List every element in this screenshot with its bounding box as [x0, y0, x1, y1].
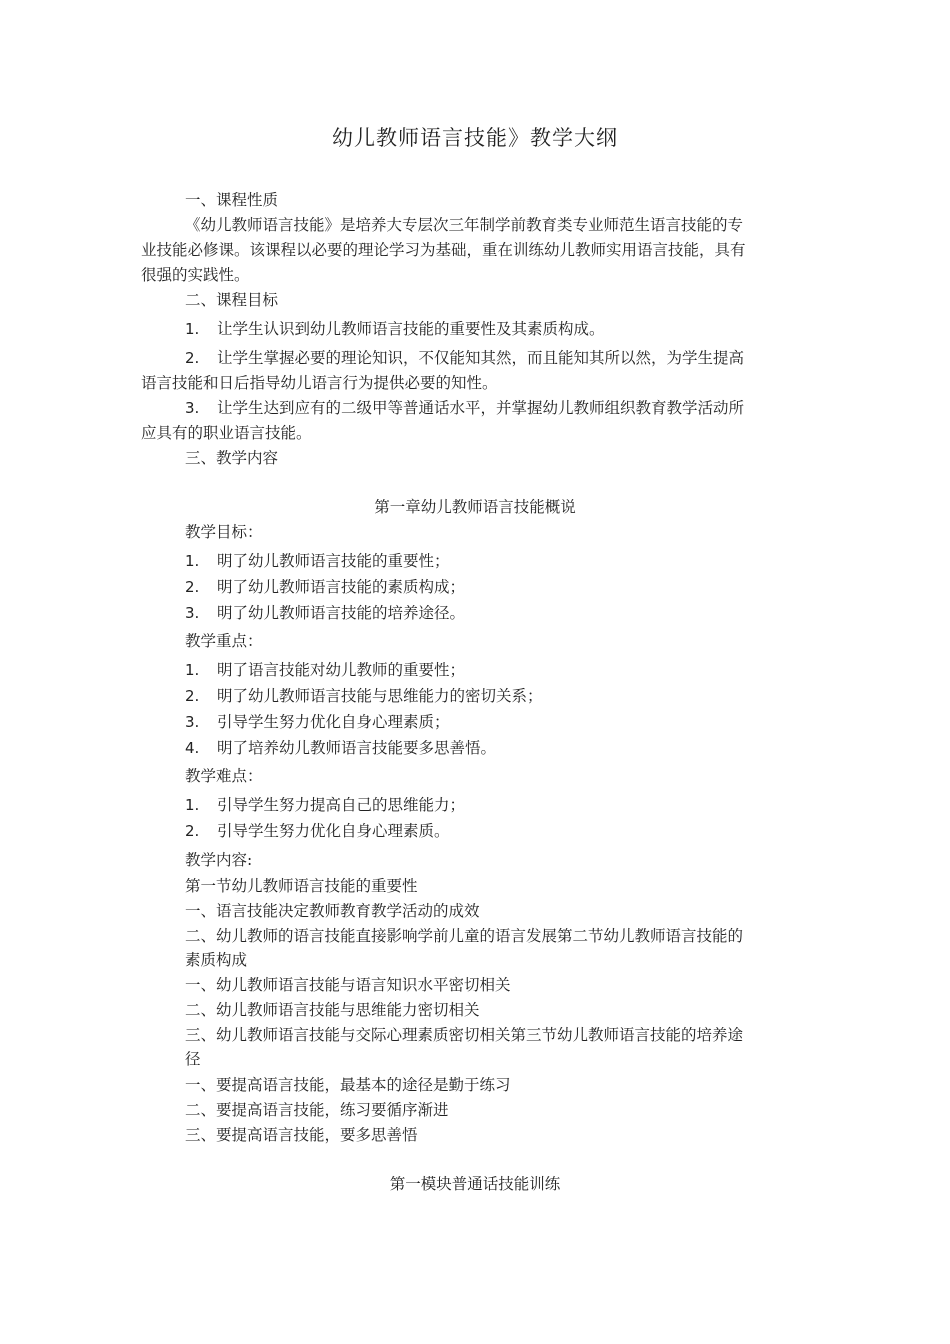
content-line: 一、要提高语言技能，最基本的途径是勤于练习 — [185, 1076, 511, 1094]
subheading-content: 教学内容: — [185, 851, 253, 869]
list-item: 让学生达到应有的二级甲等普通话水平，并掌握幼儿教师组织教育教学活动所 — [217, 399, 745, 417]
chapter-title: 第一章幼儿教师语言技能概说 — [374, 498, 576, 516]
list-item: 明了幼儿教师语言技能的培养途径。 — [217, 604, 466, 622]
list-item: 引导学生努力优化自身心理素质。 — [217, 822, 450, 840]
list-item: 让学生掌握必要的理论知识，不仅能知其然，而且能知其所以然，为学生提高 — [217, 349, 745, 367]
content-line: 一、幼儿教师语言技能与语言知识水平密切相关 — [185, 976, 511, 994]
subheading-keypoints: 教学重点： — [185, 632, 263, 650]
content-line: 二、幼儿教师的语言技能直接影响学前儿童的语言发展第二节幼儿教师语言技能的 — [185, 927, 744, 945]
paragraph-line: 很强的实践性。 — [141, 266, 250, 284]
list-number: 2. — [185, 578, 200, 596]
list-number: 1. — [185, 552, 200, 570]
list-number: 4. — [185, 739, 200, 757]
list-number: 2. — [185, 687, 200, 705]
content-line: 三、幼儿教师语言技能与交际心理素质密切相关第三节幼儿教师语言技能的培养途 — [185, 1026, 744, 1044]
content-line: 第一节幼儿教师语言技能的重要性 — [185, 877, 418, 895]
list-item-continuation: 应具有的职业语言技能。 — [141, 424, 312, 442]
list-number: 2. — [185, 349, 200, 367]
list-number: 2. — [185, 822, 200, 840]
module-title: 第一模块普通话技能训练 — [389, 1175, 561, 1193]
list-item: 明了幼儿教师语言技能与思维能力的密切关系； — [217, 687, 543, 705]
section-heading-course-goals: 二、课程目标 — [185, 291, 279, 309]
content-line: 一、语言技能决定教师教育教学活动的成效 — [185, 902, 480, 920]
list-number: 3. — [185, 399, 200, 417]
section-heading-course-nature: 一、课程性质 — [185, 191, 279, 209]
subheading-objectives: 教学目标： — [185, 523, 263, 541]
list-item-continuation: 语言技能和日后指导幼儿语言行为提供必要的知性。 — [141, 374, 498, 392]
list-item: 让学生认识到幼儿教师语言技能的重要性及其素质构成。 — [217, 320, 605, 338]
list-number: 3. — [185, 604, 200, 622]
list-number: 1. — [185, 661, 200, 679]
paragraph-line: 《幼儿教师语言技能》是培养大专层次三年制学前教育类专业师范生语言技能的专 — [185, 216, 744, 234]
document-title: 幼儿教师语言技能》教学大纲 — [332, 126, 618, 150]
paragraph-line: 业技能必修课。该课程以必要的理论学习为基础，重在训练幼儿教师实用语言技能，具有 — [141, 241, 746, 259]
section-heading-teaching-content: 三、教学内容 — [185, 449, 279, 467]
content-line: 二、要提高语言技能，练习要循序渐进 — [185, 1101, 449, 1119]
list-item: 明了培养幼儿教师语言技能要多思善悟。 — [217, 739, 497, 757]
content-line: 径 — [185, 1050, 201, 1068]
subheading-difficulties: 教学难点： — [185, 767, 263, 785]
content-line: 三、要提高语言技能，要多思善悟 — [185, 1126, 418, 1144]
content-line: 二、幼儿教师语言技能与思维能力密切相关 — [185, 1001, 480, 1019]
list-item: 引导学生努力优化自身心理素质； — [217, 713, 450, 731]
list-item: 明了幼儿教师语言技能的素质构成； — [217, 578, 466, 596]
list-item: 引导学生努力提高自己的思维能力； — [217, 796, 466, 814]
list-number: 1. — [185, 320, 200, 338]
list-number: 3. — [185, 713, 200, 731]
list-item: 明了语言技能对幼儿教师的重要性； — [217, 661, 466, 679]
list-item: 明了幼儿教师语言技能的重要性； — [217, 552, 450, 570]
content-line: 素质构成 — [185, 951, 248, 969]
list-number: 1. — [185, 796, 200, 814]
